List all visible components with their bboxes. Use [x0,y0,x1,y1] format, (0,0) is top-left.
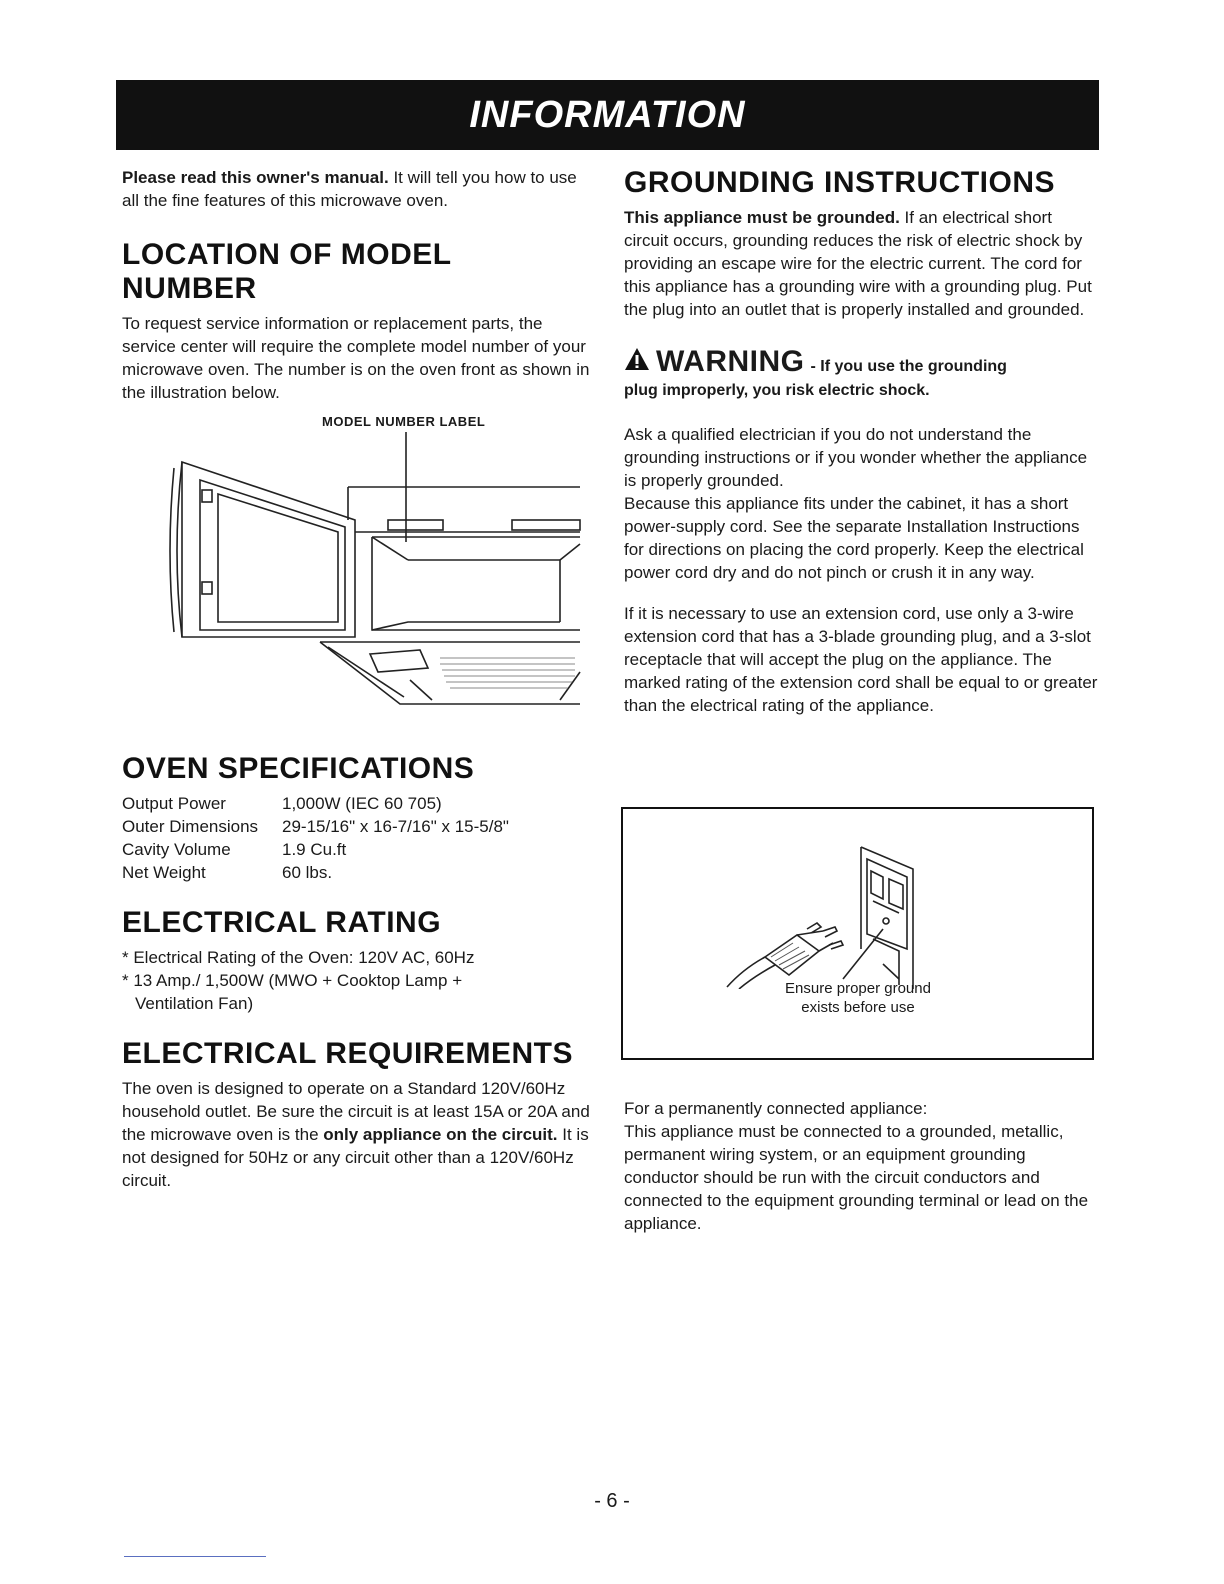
grounding-bold: This appliance must be grounded. [624,208,900,227]
grounding-body [624,206,1099,321]
plug-caption-line: Ensure proper ground [785,980,931,997]
permanent-line: For a permanently connected appliance: [624,1099,928,1118]
warning-paragraph: Ask a qualified electrician if you do not understand the grounding instructions or if you wonder whether the appliance is properly grounded. [624,425,1088,490]
banner-title: INFORMATION [469,93,746,136]
requirements-body [122,1077,594,1192]
permanent-body: This appliance must be connected to a grounded, metallic, permanent wiring system, or an equipment grounding conductor should be run with the circuit conductors and connected to the equipment grounding terminal or lead on the appliance. [624,1122,1089,1233]
permanent-connection-section [624,1097,1099,1235]
microwave-illustration [160,432,590,722]
location-body: To request service information or replacement parts, the service center will require the complete model number of your microwave oven. The number is on the oven front as shown in the illustration below. [122,314,590,402]
warning-word: WARNING [656,345,805,378]
intro-text: It will tell you how to use all the fine features of this microwave oven. [122,168,577,210]
warning-paragraph: If it is necessary to use an extension cord, use only a 3-wire extension cord that has a 3-blade grounding plug, and a 3-slot receptacle that will accept the plug on the appliance. The marked rating of the extension cord shall be equal to or greater than the electrical rating of the appliance. [624,604,1098,715]
left-column-lower [122,752,594,1192]
grounding-text: If an electrical short circuit occurs, grounding reduces the risk of electric shock by providing an escape wire for the electric current. The cord for this appliance has a grounding wire with a grounding plug. Put the plug into an outlet that is properly installed and grounded. [624,208,1092,319]
requirements-bold: only appliance on the circuit. [323,1125,558,1144]
grounding-heading: GROUNDING INSTRUCTIONS [624,166,1055,199]
grounded-plug-illustration [723,839,943,989]
requirements-heading: ELECTRICAL REQUIREMENTS [122,1037,573,1070]
spec-key: Outer Dimensions [122,817,259,836]
spec-row [122,815,594,838]
spec-value: 1.9 Cu.ft [282,840,347,859]
rating-line: * 13 Amp./ 1,500W (MWO + Cooktop Lamp + [122,971,463,990]
intro-bold: Please read this owner's manual. [122,168,389,187]
warning-paragraph: Because this appliance fits under the cabinet, it has a short power-supply cord. See the separate Installation Instructions for directions on placing the cord properly. Keep the electrical power cord dry and do not pinch or crush it in any way. [624,494,1084,582]
requirements-text: The oven is designed to operate on a Standard 120V/60Hz household outlet. Be sure the circuit is at least 15A or 20A and the microwave oven is the [122,1079,590,1144]
spec-row [122,792,594,815]
page-number: - 6 - [594,1490,630,1512]
spec-row [122,861,594,884]
model-number-label-caption: MODEL NUMBER LABEL [322,414,486,429]
warning-triangle-icon [624,347,650,371]
spec-value: 1,000W (IEC 60 705) [282,794,442,813]
location-heading: LOCATION OF MODEL NUMBER [122,238,452,305]
plug-caption-line: exists before use [801,999,915,1016]
requirements-text: It is not designed for 50Hz or any circuit other than a 120V/60Hz circuit. [122,1125,589,1190]
specs-table [122,792,594,884]
intro-paragraph [122,166,594,212]
spec-key: Cavity Volume [122,840,231,859]
warning-heading [624,345,1099,379]
right-column [624,166,1099,717]
spec-value: 60 lbs. [282,863,333,882]
spec-value: 29-15/16" x 16-7/16" x 15-5/8" [282,817,509,836]
spec-key: Net Weight [122,863,206,882]
rating-line: * Electrical Rating of the Oven: 120V AC, 60Hz [122,948,475,967]
footer-divider [124,1556,266,1557]
rating-heading: ELECTRICAL RATING [122,906,442,939]
spec-key: Output Power [122,794,226,813]
plug-illustration-box [621,807,1094,1060]
warning-rest: - If you use the grounding [810,358,1007,375]
rating-line: Ventilation Fan) [135,994,254,1013]
spec-row [122,838,594,861]
specs-heading: OVEN SPECIFICATIONS [122,752,475,785]
section-banner [116,80,1099,150]
warning-line2: plug improperly, you risk electric shock. [624,382,930,399]
left-column [122,166,594,404]
